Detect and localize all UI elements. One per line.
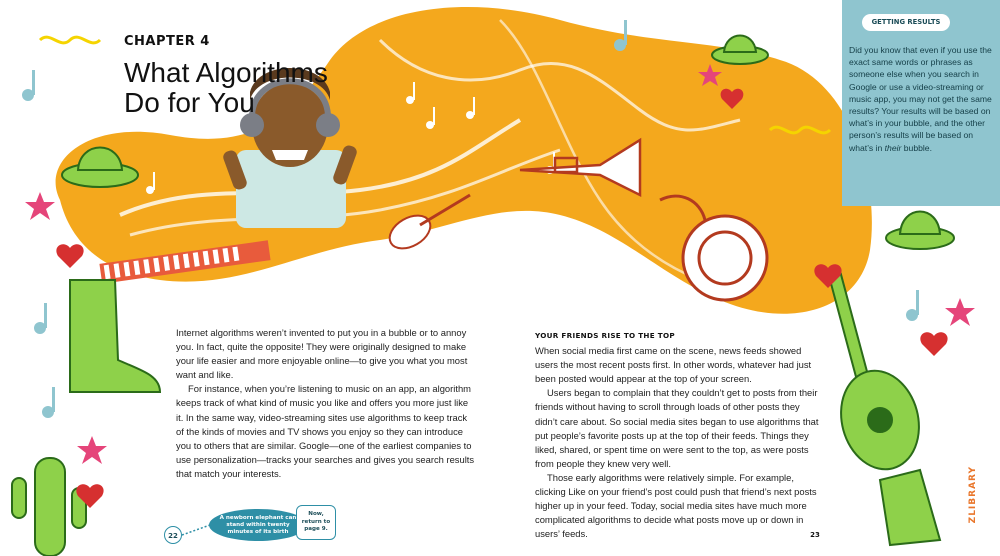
sidebar-text: bubble. [901, 142, 932, 153]
left-column [176, 326, 476, 481]
page-title: What Algorithms Do for You [124, 57, 328, 118]
page-number-right: 23 [810, 531, 820, 539]
paragraph: Those early algorithms were relatively simple. For example, clicking Like on your friend’s post could push that friend’s next posts higher up in your feed. Today, social media sites have much more complicated algorithms to decide what posts move up or down in users’ feeds. [535, 471, 817, 540]
sidebar-emphasis: their [884, 142, 902, 153]
section-subhead: YOUR FRIENDS RISE TO THE TOP [535, 331, 675, 340]
guitar-illustration [828, 271, 929, 478]
page-number-left: 22 [164, 526, 182, 544]
paragraph: When social media first came on the scene, news feeds showed users the most recent posts first. In other words, whatever had just been posted would appear at the top of your screen. [535, 345, 812, 385]
boot-illustration [70, 280, 160, 392]
cactus-illustration [12, 458, 86, 556]
sidebar-body [849, 44, 994, 154]
paragraph: For instance, when you’re listening to music on an app, an algorithm keeps track of what kind of music you like and offers you more just like it. In the same way, video-streaming sites use algorithms to keep track of the kinds of movies and TV shows you enjoy so they can introduce you to others that are similar. Google—one of the earliest companies to use personalization—tracks your searches and gives you search results that match your interests. [176, 383, 475, 479]
sidebar-text: Did you know that even if you use the exact same words or phrases as someone else when you search in Google or use a video-streaming or music app, you may not get the same results? Your results will be based on what’s in your bubble, and the other person’s results will be based on what’s in [849, 45, 992, 153]
right-column [535, 329, 823, 541]
paragraph: Internet algorithms weren’t invented to put you in a bubble or to annoy you. In fact, quite the opposite! They were originally designed to make your life easier and more enjoyable online—to give you what you most want and like. [176, 327, 468, 381]
return-note: Now, return to page 9. [296, 505, 336, 540]
chapter-label: CHAPTER 4 [124, 34, 210, 49]
yellow-squiggle [40, 37, 100, 43]
sidebar-heading: GETTING RESULTS [862, 14, 950, 31]
fact-bubble: A newborn elephant can stand within twenty minutes of its birth [209, 509, 307, 541]
paragraph: Users began to complain that they couldn’t get to posts from their friends without having to scroll through loads of other posts they didn’t care about. So social media sites began to use algorithms that put people’s favorite posts up at the top of their feeds. Things they liked, shared, or spent time on were sent to the top, as were posts from people they knew very well. [535, 387, 819, 469]
watermark: ZLIBRARY [968, 466, 978, 524]
